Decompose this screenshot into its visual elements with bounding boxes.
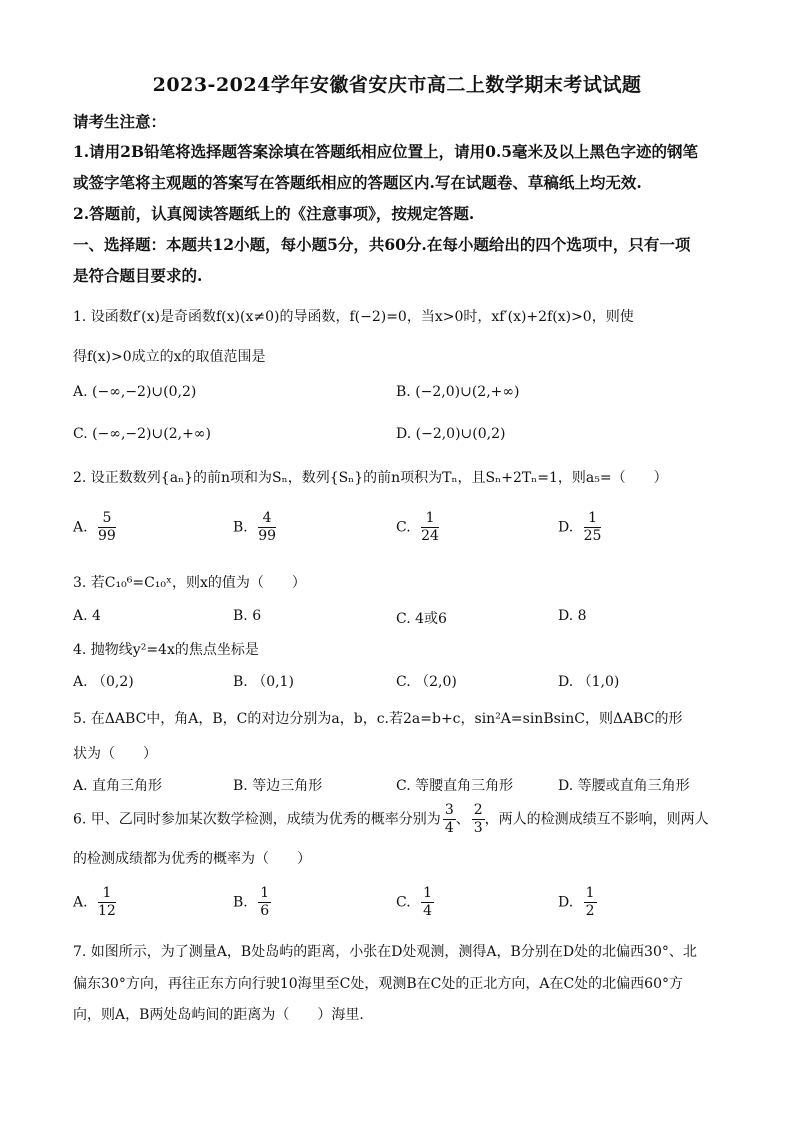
question-4-option-a: A. （0,2) [73,674,134,690]
question-1-option-a: A. (−∞,−2)∪(0,2) [73,384,197,400]
question-1-option-c: C. (−∞,−2)∪(2,+∞) [73,426,211,442]
option-label: C. [396,519,411,536]
denominator: 12 [98,903,116,919]
question-2-option-c [396,510,439,545]
question-1-option-d: D. (−2,0)∪(0,2) [396,426,506,442]
question-5-option-d: D. 等腰或直角三角形 [558,778,690,794]
option-label: B. [233,894,248,911]
question-4-option-c: C. （2,0) [396,674,457,690]
numerator: 1 [98,885,116,903]
denominator: 4 [423,903,433,919]
question-7-stem-line-2: 偏东30°方向，再往正东方向行驶10海里至C处，观测B在C处的正北方向，A在C处的北偏西60°方 [73,976,683,992]
question-6-option-c [396,885,434,920]
numerator: 1 [584,510,602,528]
question-5-stem-line-1: 5. 在ΔABC中，角A，B，C的对边分别为a，b，c.若2a=b+c，sin²A=sinBsinC，则ΔABC的形 [73,711,683,727]
notice-item-1-line-2: 或签字笔将主观题的答案写在答题纸相应的答题区内.写在试题卷、草稿纸上均无效. [73,173,642,192]
question-2-option-b [233,510,276,545]
fraction [98,510,116,545]
option-label: D. [558,519,574,536]
section-heading-line-2: 是符合题目要求的. [73,266,203,285]
numerator: 3 [444,802,454,818]
question-4-option-b: B. （0,1) [233,674,294,690]
question-1-option-b: B. (−2,0)∪(2,+∞) [396,384,520,400]
question-6-stem-line-1 [73,802,709,837]
section-heading-line-1: 一、选择题：本题共12小题，每小题5分，共60分.在每小题给出的四个选项中，只有一项 [73,235,691,254]
denominator: 4 [444,820,454,836]
numerator: 1 [421,510,439,528]
question-6-option-a [73,885,116,920]
numerator: 1 [260,885,270,901]
fraction [258,510,276,545]
fraction [584,885,597,920]
notice-item-1-line-1: 1.请用2B铅笔将选择题答案涂填在答题纸相应位置上，请用0.5毫米及以上黑色字迹的钢笔 [73,142,699,161]
question-2-stem: 2. 设正数数列{aₙ}的前n项和为Sₙ，数列{Sₙ}的前n项积为Tₙ，且Sₙ+2Tₙ=1，则a₅=（ ） [73,470,668,486]
question-5-option-b: B. 等边三角形 [233,778,323,794]
denominator: 6 [260,903,270,919]
stem-text: 6. 甲、乙同时参加某次数学检测，成绩为优秀的概率分别为 [73,811,441,828]
denominator: 2 [585,903,595,919]
question-2-option-a [73,510,116,545]
question-3-option-c: C. 4或6 [396,611,447,627]
numerator: 4 [258,510,276,528]
separator: 、 [455,811,470,828]
question-5-option-c: C. 等腰直角三角形 [396,778,514,794]
question-4-stem: 4. 抛物线y²=4x的焦点坐标是 [73,642,259,658]
notice-heading: 请考生注意： [73,112,167,131]
question-7-stem-line-1: 7. 如图所示，为了测量A，B处岛屿的距离，小张在D处观测，测得A，B分别在D处的北偏西30°、北 [73,944,697,960]
question-6-option-b [233,885,271,920]
denominator: 25 [583,528,602,544]
option-label: C. [396,894,411,911]
option-label: A. [73,894,88,911]
question-4-option-d: D. （1,0) [558,674,620,690]
option-label: B. [233,519,248,536]
question-6-option-d [558,885,597,920]
numerator: 2 [473,802,483,818]
denominator: 99 [98,528,116,544]
question-5-option-a: A. 直角三角形 [73,778,163,794]
denominator: 3 [473,820,483,836]
question-3-stem: 3. 若C₁₀⁶=C₁₀ˣ，则x的值为（ ） [73,575,306,591]
fraction [421,885,434,920]
question-5-stem-line-2: 状为（ ） [73,746,157,762]
fraction [421,510,439,545]
notice-item-2: 2.答题前，认真阅读答题纸上的《注意事项》，按规定答题. [73,204,475,223]
denominator: 24 [421,528,439,544]
question-6-stem-line-2: 的检测成绩都为优秀的概率为（ ） [73,851,311,867]
fraction [584,510,602,545]
question-1-stem-line-1: 1. 设函数f′(x)是奇函数f(x)(x≠0)的导函数，f(−2)=0，当x>0时，xf′(x)+2f(x)>0，则使 [73,309,634,325]
stem-text: ，两人的检测成绩互不影响，则两人 [484,811,709,828]
page-title: 2023-2024学年安徽省安庆市高二上数学期末考试试题 [152,74,642,96]
denominator: 99 [258,528,277,544]
fraction [98,885,116,920]
fraction [443,802,456,837]
question-3-option-b: B. 6 [233,608,262,624]
question-7-stem-line-3: 向，则A，B两处岛屿间的距离为（ ）海里. [73,1007,364,1023]
question-3-option-a: A. 4 [73,608,101,624]
numerator: 1 [423,885,433,901]
fraction [258,885,271,920]
option-label: D. [558,894,574,911]
numerator: 5 [98,510,116,528]
question-2-option-d [558,510,601,545]
numerator: 1 [585,885,595,901]
question-3-option-d: D. 8 [558,608,587,624]
option-label: A. [73,519,88,536]
fraction [472,802,485,837]
question-1-stem-line-2: 得f(x)>0成立的x的取值范围是 [73,349,266,365]
